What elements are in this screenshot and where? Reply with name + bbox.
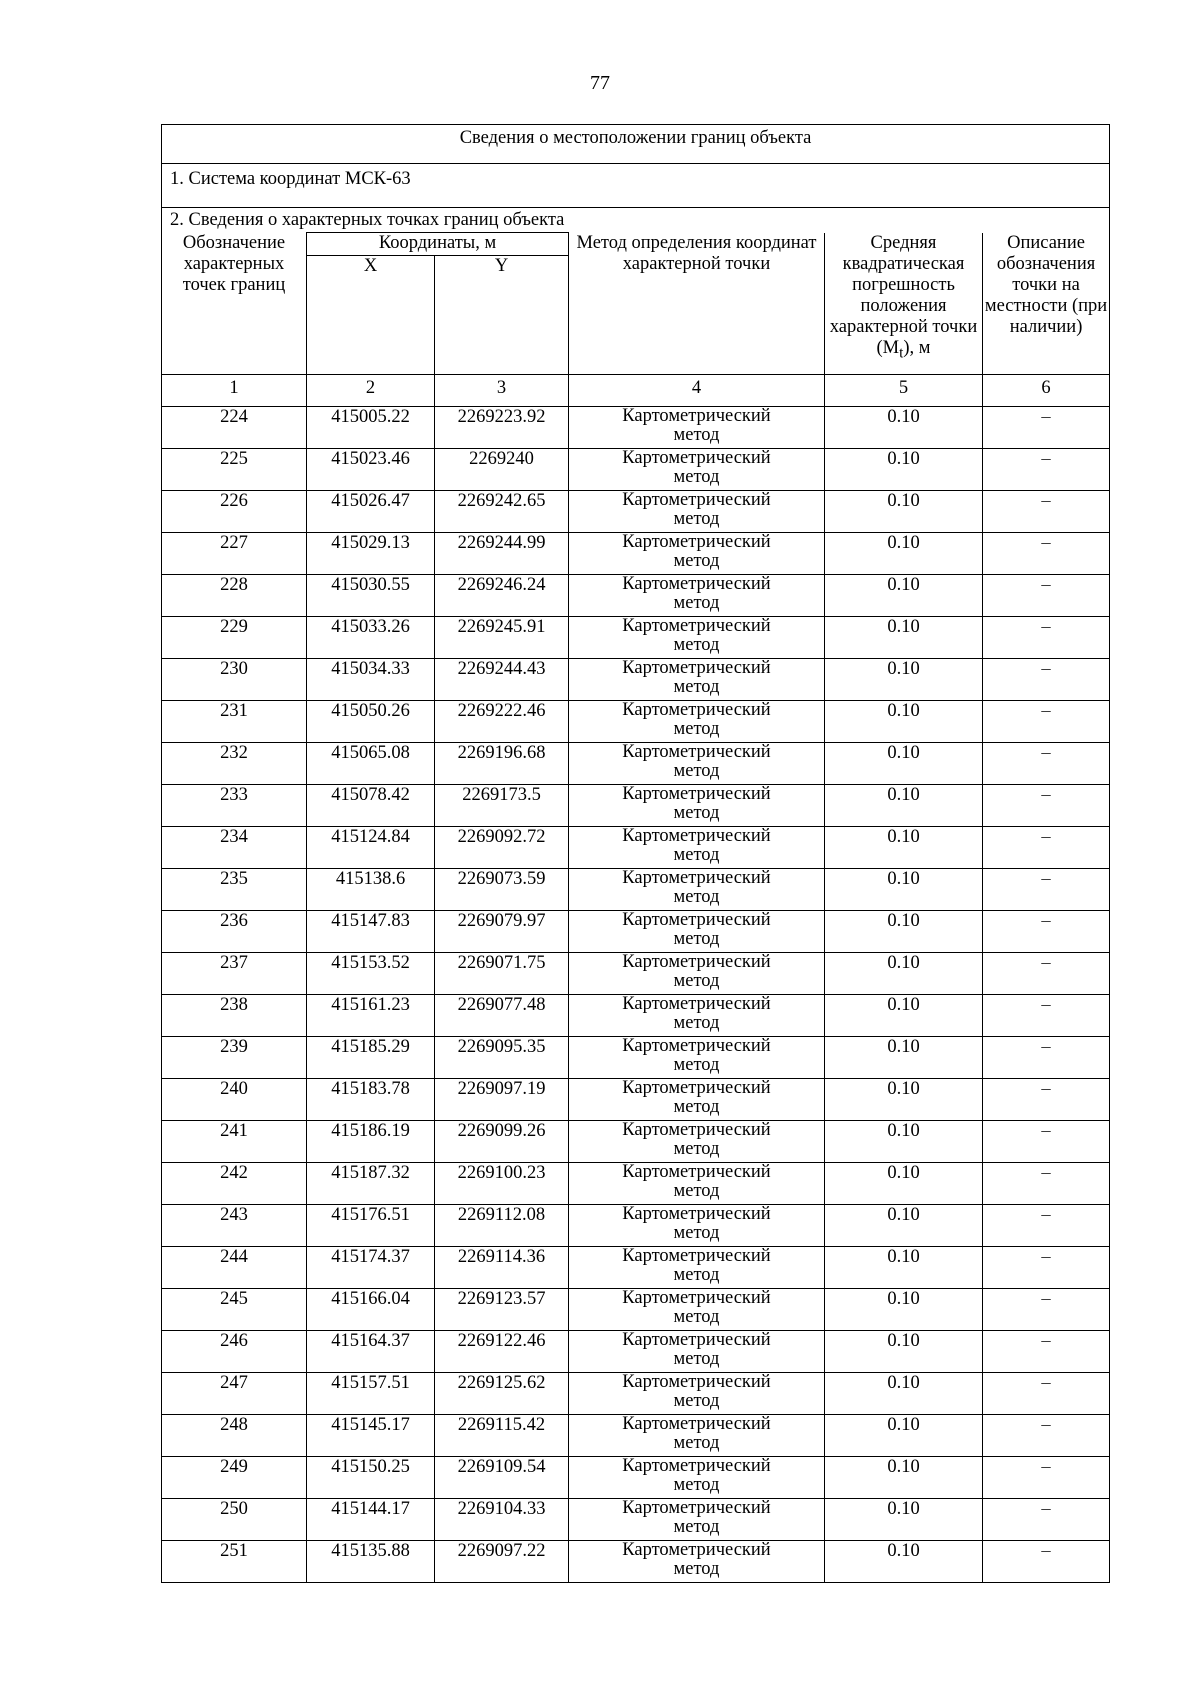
table-row: [162, 1541, 1110, 1583]
method-line-1: Картометрический: [622, 952, 771, 972]
x-coordinate-cell: 415183.78: [307, 1079, 435, 1121]
point-number-cell: 234: [162, 827, 307, 869]
method-line-2: метод: [673, 845, 720, 865]
error-cell: 0.10: [825, 1373, 983, 1415]
x-coordinate-cell: 415174.37: [307, 1247, 435, 1289]
method-cell: [569, 785, 825, 827]
method-cell: [569, 533, 825, 575]
method-cell: [569, 407, 825, 449]
column-number: 2: [307, 375, 435, 407]
coordinate-system-row: [162, 164, 1110, 208]
y-coordinate-cell: 2269104.33: [435, 1499, 569, 1541]
x-coordinate-cell: 415161.23: [307, 995, 435, 1037]
x-coordinate-cell: 415153.52: [307, 953, 435, 995]
x-coordinate-cell: 415124.84: [307, 827, 435, 869]
point-number-cell: 232: [162, 743, 307, 785]
y-coordinate-cell: 2269246.24: [435, 575, 569, 617]
description-cell: –: [983, 659, 1110, 701]
y-coordinate-cell: 2269240: [435, 449, 569, 491]
method-cell: [569, 1541, 825, 1583]
error-cell: 0.10: [825, 827, 983, 869]
header-description: Описание обозначения точки на местности (при наличии): [983, 233, 1110, 375]
point-number-cell: 225: [162, 449, 307, 491]
description-cell: –: [983, 1289, 1110, 1331]
method-cell: [569, 1079, 825, 1121]
point-number-cell: 227: [162, 533, 307, 575]
x-coordinate-cell: 415030.55: [307, 575, 435, 617]
error-cell: 0.10: [825, 1205, 983, 1247]
column-number: 5: [825, 375, 983, 407]
point-number-cell: 244: [162, 1247, 307, 1289]
method-line-1: Картометрический: [622, 616, 771, 636]
x-coordinate-cell: 415138.6: [307, 869, 435, 911]
point-number-cell: 240: [162, 1079, 307, 1121]
error-cell: 0.10: [825, 1247, 983, 1289]
method-line-2: метод: [673, 1307, 720, 1327]
method-cell: [569, 1373, 825, 1415]
description-cell: –: [983, 911, 1110, 953]
method-line-1: Картометрический: [622, 784, 771, 804]
error-cell: 0.10: [825, 1457, 983, 1499]
coordinate-system: 1. Система координат МСК-63: [162, 164, 1110, 208]
method-cell: [569, 1499, 825, 1541]
description-cell: –: [983, 743, 1110, 785]
error-cell: 0.10: [825, 1289, 983, 1331]
x-coordinate-cell: 415005.22: [307, 407, 435, 449]
method-line-2: метод: [673, 467, 720, 487]
description-cell: –: [983, 617, 1110, 659]
error-cell: 0.10: [825, 1121, 983, 1163]
x-coordinate-cell: 415145.17: [307, 1415, 435, 1457]
method-cell: [569, 911, 825, 953]
error-cell: 0.10: [825, 575, 983, 617]
method-line-2: метод: [673, 887, 720, 907]
method-line-1: Картометрический: [622, 700, 771, 720]
method-line-1: Картометрический: [622, 1246, 771, 1266]
point-number-cell: 238: [162, 995, 307, 1037]
description-cell: –: [983, 1079, 1110, 1121]
method-line-1: Картометрический: [622, 574, 771, 594]
method-cell: [569, 743, 825, 785]
description-cell: –: [983, 533, 1110, 575]
point-number-cell: 242: [162, 1163, 307, 1205]
table-row: [162, 407, 1110, 449]
header-method: Метод определения координат характерной точки: [569, 233, 825, 375]
method-line-2: метод: [673, 971, 720, 991]
error-cell: 0.10: [825, 617, 983, 659]
y-coordinate-cell: 2269122.46: [435, 1331, 569, 1373]
method-line-2: метод: [673, 677, 720, 697]
error-cell: 0.10: [825, 407, 983, 449]
error-cell: 0.10: [825, 869, 983, 911]
page-number: 77: [590, 72, 610, 94]
description-cell: –: [983, 449, 1110, 491]
y-coordinate-cell: 2269196.68: [435, 743, 569, 785]
table-row: [162, 1163, 1110, 1205]
method-line-1: Картометрический: [622, 1456, 771, 1476]
point-number-cell: 228: [162, 575, 307, 617]
point-number-cell: 230: [162, 659, 307, 701]
column-number: 1: [162, 375, 307, 407]
header-error-text: Средняя квадратическая погрешность положения характерной точки $(M_t)$, м: [829, 232, 978, 362]
table-row: [162, 743, 1110, 785]
table-row: [162, 1331, 1110, 1373]
method-cell: [569, 1289, 825, 1331]
header-row-1: [162, 233, 1110, 256]
method-line-2: метод: [673, 1139, 720, 1159]
point-number-cell: 245: [162, 1289, 307, 1331]
y-coordinate-cell: 2269223.92: [435, 407, 569, 449]
x-coordinate-cell: 415185.29: [307, 1037, 435, 1079]
error-cell: 0.10: [825, 1163, 983, 1205]
point-number-cell: 229: [162, 617, 307, 659]
error-cell: 0.10: [825, 995, 983, 1037]
table-row: [162, 995, 1110, 1037]
x-coordinate-cell: 415026.47: [307, 491, 435, 533]
method-line-1: Картометрический: [622, 994, 771, 1014]
section-title: 2. Сведения о характерных точках границ объекта: [162, 208, 1110, 233]
table-row: [162, 659, 1110, 701]
method-cell: [569, 1247, 825, 1289]
table-row: [162, 1037, 1110, 1079]
table-row: [162, 1373, 1110, 1415]
x-coordinate-cell: 415023.46: [307, 449, 435, 491]
table-row: [162, 1457, 1110, 1499]
column-number: 4: [569, 375, 825, 407]
method-line-2: метод: [673, 1391, 720, 1411]
x-coordinate-cell: 415078.42: [307, 785, 435, 827]
x-coordinate-cell: 415029.13: [307, 533, 435, 575]
method-line-1: Картометрический: [622, 742, 771, 762]
x-coordinate-cell: 415186.19: [307, 1121, 435, 1163]
x-coordinate-cell: 415164.37: [307, 1331, 435, 1373]
x-coordinate-cell: 415065.08: [307, 743, 435, 785]
method-line-2: метод: [673, 1265, 720, 1285]
error-cell: 0.10: [825, 701, 983, 743]
table-row: [162, 491, 1110, 533]
method-cell: [569, 617, 825, 659]
method-line-2: метод: [673, 1181, 720, 1201]
y-coordinate-cell: 2269077.48: [435, 995, 569, 1037]
method-line-2: метод: [673, 1517, 720, 1537]
x-coordinate-cell: 415187.32: [307, 1163, 435, 1205]
method-cell: [569, 827, 825, 869]
y-coordinate-cell: 2269092.72: [435, 827, 569, 869]
point-number-cell: 233: [162, 785, 307, 827]
x-coordinate-cell: 415166.04: [307, 1289, 435, 1331]
method-cell: [569, 575, 825, 617]
error-cell: 0.10: [825, 785, 983, 827]
method-line-1: Картометрический: [622, 490, 771, 510]
x-coordinate-cell: 415033.26: [307, 617, 435, 659]
method-line-1: Картометрический: [622, 1540, 771, 1560]
description-cell: –: [983, 785, 1110, 827]
error-cell: 0.10: [825, 1079, 983, 1121]
method-line-2: метод: [673, 1349, 720, 1369]
header-x: X: [307, 256, 435, 375]
method-line-1: Картометрический: [622, 1330, 771, 1350]
description-cell: –: [983, 1331, 1110, 1373]
description-cell: –: [983, 1499, 1110, 1541]
point-number-cell: 243: [162, 1205, 307, 1247]
x-coordinate-cell: 415144.17: [307, 1499, 435, 1541]
table-row: [162, 827, 1110, 869]
column-number-row: [162, 375, 1110, 407]
method-line-1: Картометрический: [622, 1498, 771, 1518]
description-cell: –: [983, 827, 1110, 869]
y-coordinate-cell: 2269242.65: [435, 491, 569, 533]
point-number-cell: 237: [162, 953, 307, 995]
method-line-2: метод: [673, 1433, 720, 1453]
method-line-2: метод: [673, 1223, 720, 1243]
method-cell: [569, 1331, 825, 1373]
method-line-2: метод: [673, 635, 720, 655]
table-row: [162, 1079, 1110, 1121]
y-coordinate-cell: 2269097.22: [435, 1541, 569, 1583]
method-line-2: метод: [673, 1013, 720, 1033]
method-cell: [569, 953, 825, 995]
y-coordinate-cell: 2269099.26: [435, 1121, 569, 1163]
table-row: [162, 1205, 1110, 1247]
y-coordinate-cell: 2269079.97: [435, 911, 569, 953]
y-coordinate-cell: 2269244.43: [435, 659, 569, 701]
method-cell: [569, 1121, 825, 1163]
point-number-cell: 251: [162, 1541, 307, 1583]
column-number: 3: [435, 375, 569, 407]
table-row: [162, 1289, 1110, 1331]
method-line-2: метод: [673, 551, 720, 571]
point-number-cell: 224: [162, 407, 307, 449]
method-line-2: метод: [673, 803, 720, 823]
table-row: [162, 953, 1110, 995]
method-line-1: Картометрический: [622, 658, 771, 678]
y-coordinate-cell: 2269245.91: [435, 617, 569, 659]
table-row: [162, 617, 1110, 659]
method-line-1: Картометрический: [622, 868, 771, 888]
x-coordinate-cell: 415150.25: [307, 1457, 435, 1499]
description-cell: –: [983, 575, 1110, 617]
table-row: [162, 869, 1110, 911]
table-row: [162, 1499, 1110, 1541]
method-line-2: метод: [673, 509, 720, 529]
point-number-cell: 248: [162, 1415, 307, 1457]
point-number-cell: 247: [162, 1373, 307, 1415]
point-number-cell: 236: [162, 911, 307, 953]
table-title: Сведения о местоположении границ объекта: [162, 125, 1110, 164]
method-line-1: Картометрический: [622, 1120, 771, 1140]
method-cell: [569, 491, 825, 533]
y-coordinate-cell: 2269244.99: [435, 533, 569, 575]
description-cell: –: [983, 1205, 1110, 1247]
y-coordinate-cell: 2269222.46: [435, 701, 569, 743]
method-line-1: Картометрический: [622, 1162, 771, 1182]
method-line-2: метод: [673, 1055, 720, 1075]
y-coordinate-cell: 2269073.59: [435, 869, 569, 911]
method-cell: [569, 701, 825, 743]
table-row: [162, 911, 1110, 953]
x-coordinate-cell: 415034.33: [307, 659, 435, 701]
error-cell: 0.10: [825, 743, 983, 785]
error-cell: 0.10: [825, 911, 983, 953]
table-row: [162, 701, 1110, 743]
x-coordinate-cell: 415147.83: [307, 911, 435, 953]
x-coordinate-cell: 415050.26: [307, 701, 435, 743]
description-cell: –: [983, 1373, 1110, 1415]
y-coordinate-cell: 2269125.62: [435, 1373, 569, 1415]
x-coordinate-cell: 415157.51: [307, 1373, 435, 1415]
table-row: [162, 785, 1110, 827]
method-line-2: метод: [673, 1559, 720, 1579]
y-coordinate-cell: 2269100.23: [435, 1163, 569, 1205]
header-error: [825, 233, 983, 375]
x-coordinate-cell: 415176.51: [307, 1205, 435, 1247]
error-cell: 0.10: [825, 953, 983, 995]
description-cell: –: [983, 1457, 1110, 1499]
method-line-2: метод: [673, 593, 720, 613]
table-row: [162, 1415, 1110, 1457]
method-cell: [569, 1163, 825, 1205]
method-cell: [569, 1457, 825, 1499]
point-number-cell: 250: [162, 1499, 307, 1541]
description-cell: –: [983, 491, 1110, 533]
method-line-1: Картометрический: [622, 406, 771, 426]
error-cell: 0.10: [825, 449, 983, 491]
method-line-2: метод: [673, 929, 720, 949]
header-coordinates: Координаты, м: [307, 233, 569, 256]
description-cell: –: [983, 1247, 1110, 1289]
error-cell: 0.10: [825, 1331, 983, 1373]
method-line-1: Картометрический: [622, 1078, 771, 1098]
y-coordinate-cell: 2269109.54: [435, 1457, 569, 1499]
point-number-cell: 226: [162, 491, 307, 533]
description-cell: –: [983, 995, 1110, 1037]
table-row: [162, 449, 1110, 491]
y-coordinate-cell: 2269112.08: [435, 1205, 569, 1247]
y-coordinate-cell: 2269114.36: [435, 1247, 569, 1289]
point-number-cell: 239: [162, 1037, 307, 1079]
table-title-row: [162, 125, 1110, 164]
method-cell: [569, 995, 825, 1037]
y-coordinate-cell: 2269097.19: [435, 1079, 569, 1121]
method-line-2: метод: [673, 1475, 720, 1495]
description-cell: –: [983, 1541, 1110, 1583]
method-line-2: метод: [673, 719, 720, 739]
error-cell: 0.10: [825, 491, 983, 533]
header-y: Y: [435, 256, 569, 375]
error-cell: 0.10: [825, 1037, 983, 1079]
y-coordinate-cell: 2269115.42: [435, 1415, 569, 1457]
point-number-cell: 241: [162, 1121, 307, 1163]
description-cell: –: [983, 1037, 1110, 1079]
description-cell: –: [983, 1163, 1110, 1205]
table-row: [162, 575, 1110, 617]
description-cell: –: [983, 869, 1110, 911]
column-number: 6: [983, 375, 1110, 407]
method-line-1: Картометрический: [622, 1414, 771, 1434]
point-number-cell: 231: [162, 701, 307, 743]
y-coordinate-cell: 2269071.75: [435, 953, 569, 995]
description-cell: –: [983, 701, 1110, 743]
section-title-row: [162, 208, 1110, 233]
error-cell: 0.10: [825, 659, 983, 701]
method-cell: [569, 1037, 825, 1079]
method-cell: [569, 869, 825, 911]
method-line-1: Картометрический: [622, 910, 771, 930]
point-number-cell: 235: [162, 869, 307, 911]
method-line-2: метод: [673, 1097, 720, 1117]
boundary-coordinates-table: [161, 124, 1110, 1583]
point-number-cell: 249: [162, 1457, 307, 1499]
description-cell: –: [983, 407, 1110, 449]
method-cell: [569, 1415, 825, 1457]
method-line-1: Картометрический: [622, 1204, 771, 1224]
y-coordinate-cell: 2269173.5: [435, 785, 569, 827]
description-cell: –: [983, 1121, 1110, 1163]
header-designation: Обозначение характерных точек границ: [162, 233, 307, 375]
method-line-1: Картометрический: [622, 532, 771, 552]
error-cell: 0.10: [825, 1499, 983, 1541]
table-row: [162, 533, 1110, 575]
description-cell: –: [983, 953, 1110, 995]
method-line-2: метод: [673, 761, 720, 781]
table-row: [162, 1121, 1110, 1163]
method-cell: [569, 449, 825, 491]
error-cell: 0.10: [825, 1415, 983, 1457]
table-row: [162, 1247, 1110, 1289]
method-line-1: Картометрический: [622, 1372, 771, 1392]
error-cell: 0.10: [825, 1541, 983, 1583]
method-line-1: Картометрический: [622, 1288, 771, 1308]
y-coordinate-cell: 2269095.35: [435, 1037, 569, 1079]
method-cell: [569, 1205, 825, 1247]
method-line-1: Картометрический: [622, 1036, 771, 1056]
method-line-2: метод: [673, 425, 720, 445]
y-coordinate-cell: 2269123.57: [435, 1289, 569, 1331]
method-line-1: Картометрический: [622, 448, 771, 468]
method-line-1: Картометрический: [622, 826, 771, 846]
point-number-cell: 246: [162, 1331, 307, 1373]
description-cell: –: [983, 1415, 1110, 1457]
x-coordinate-cell: 415135.88: [307, 1541, 435, 1583]
method-cell: [569, 659, 825, 701]
error-cell: 0.10: [825, 533, 983, 575]
